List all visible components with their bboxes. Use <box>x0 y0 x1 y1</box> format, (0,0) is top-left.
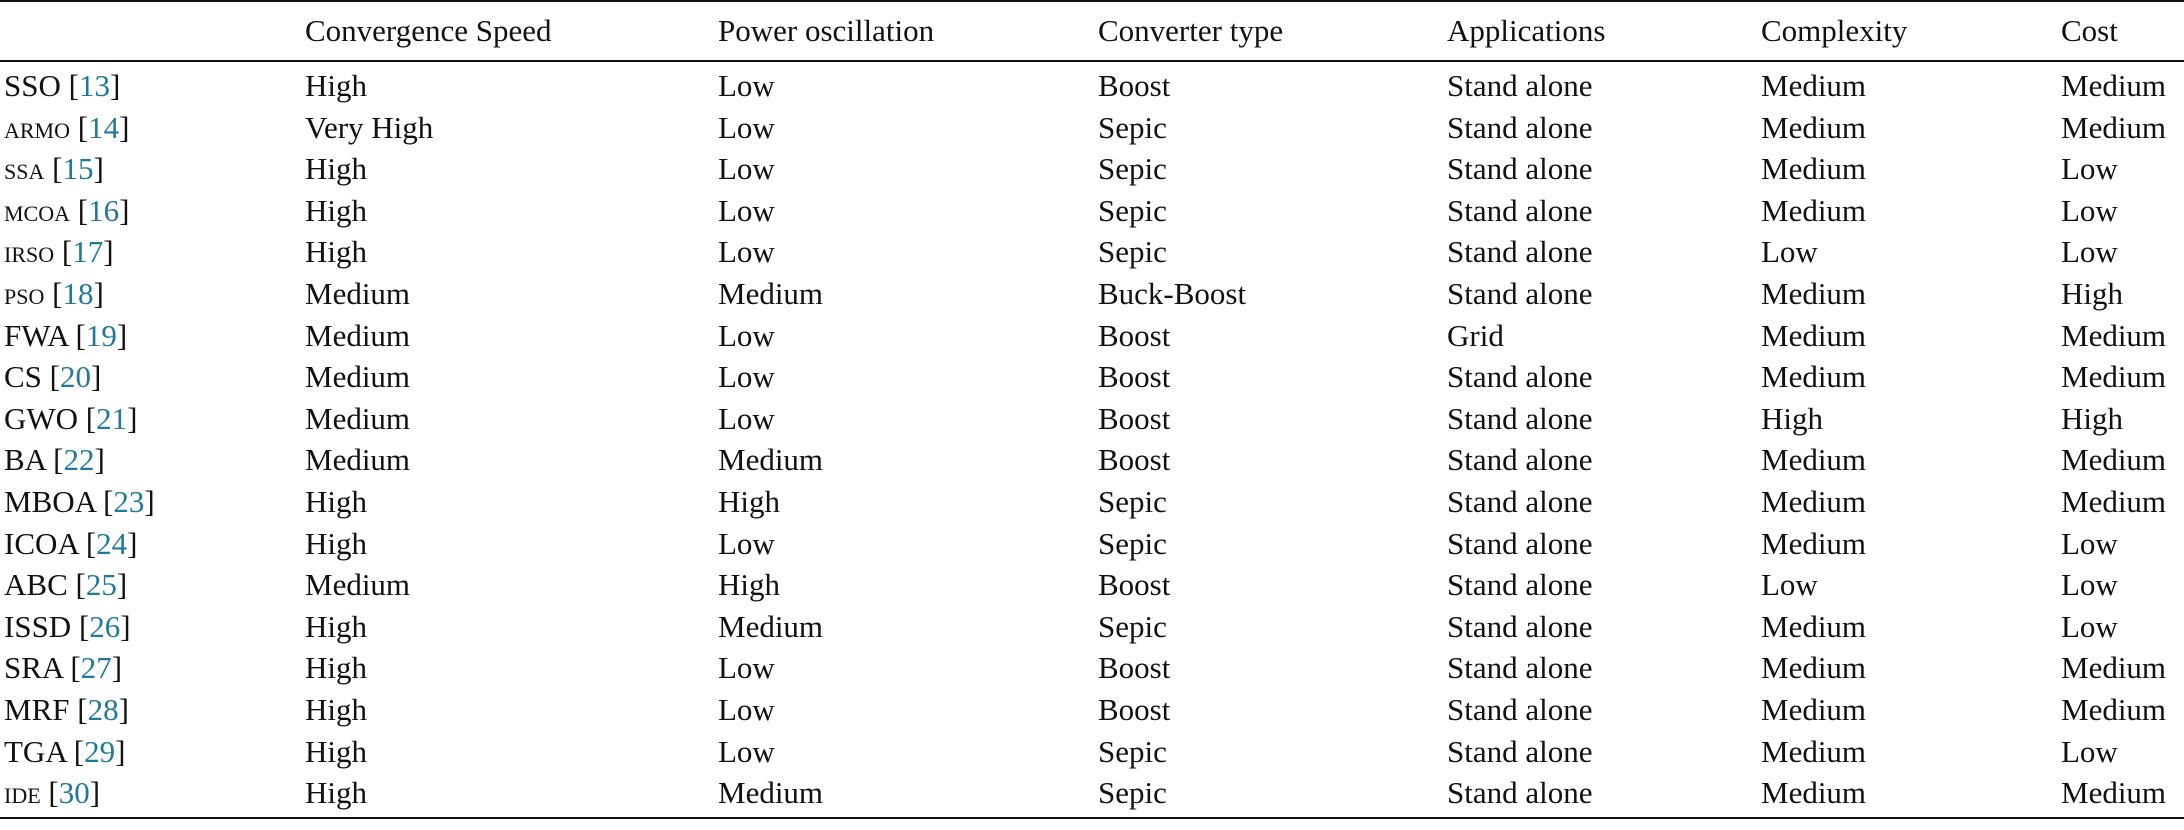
power-oscillation-cell: Low <box>718 650 775 686</box>
reference-link[interactable]: 20 <box>60 359 91 395</box>
convergence-speed-cell: High <box>305 68 367 103</box>
method-cell: pso [18] <box>4 275 104 311</box>
method-cell: CS [20] <box>4 359 102 395</box>
method-cell: ABC [25] <box>4 567 128 603</box>
reference-link[interactable]: 26 <box>89 608 121 644</box>
complexity-cell: Medium <box>1761 442 1867 478</box>
applications-cell: Stand alone <box>1447 275 1593 311</box>
header-cost: Cost <box>2061 1 2184 61</box>
power-oscillation-cell: Low <box>718 234 775 270</box>
converter-type-cell: Sepic <box>1098 192 1167 228</box>
header-converter-type: Converter type <box>1098 1 1447 61</box>
table-row <box>0 107 2184 149</box>
converter-type-cell: Sepic <box>1098 483 1167 519</box>
table-row <box>0 61 2184 107</box>
applications-cell: Stand alone <box>1447 359 1593 395</box>
converter-type-cell: Boost <box>1098 650 1171 686</box>
method-cell: GWO [21] <box>4 400 138 436</box>
reference-link[interactable]: 25 <box>85 567 117 603</box>
method-name: SSO <box>4 68 61 103</box>
method-cell: mcoa [16] <box>4 192 130 228</box>
method-cell: ISSD [26] <box>4 608 131 644</box>
complexity-cell: Low <box>1761 567 1818 603</box>
cost-cell: Medium <box>2061 483 2167 519</box>
applications-cell: Stand alone <box>1447 151 1593 187</box>
cost-cell: Medium <box>2061 691 2167 727</box>
complexity-cell: Medium <box>1761 192 1867 228</box>
method-cell: MBOA [23] <box>4 483 155 519</box>
complexity-cell: Medium <box>1761 772 2061 818</box>
method-cell: MRF [28] <box>4 691 129 727</box>
table-row <box>0 439 2184 481</box>
method-name: MBOA <box>4 483 96 519</box>
reference-link[interactable]: 19 <box>85 317 117 353</box>
convergence-speed-cell: Very High <box>305 109 434 145</box>
cost-cell: Low <box>2061 733 2118 769</box>
convergence-speed-cell: Medium <box>305 359 411 395</box>
cost-cell: Low <box>2061 151 2118 187</box>
method-cell: SSO [13] <box>4 68 121 103</box>
converter-type-cell: Sepic <box>1098 109 1167 145</box>
table-row <box>0 772 2184 818</box>
complexity-cell: Medium <box>1761 317 1867 353</box>
applications-cell: Stand alone <box>1447 68 1593 103</box>
converter-type-cell: Sepic <box>1098 151 1167 187</box>
power-oscillation-cell: High <box>718 567 780 603</box>
table-row <box>0 689 2184 731</box>
cost-cell: Medium <box>2061 68 2167 103</box>
table-row <box>0 315 2184 357</box>
convergence-speed-cell: High <box>305 151 367 187</box>
reference-link[interactable]: 27 <box>80 650 112 686</box>
applications-cell: Grid <box>1447 317 1504 353</box>
applications-cell: Stand alone <box>1447 691 1593 727</box>
table-row <box>0 606 2184 648</box>
table-row <box>0 190 2184 232</box>
complexity-cell: Medium <box>1761 68 1867 103</box>
convergence-speed-cell: Medium <box>305 442 411 478</box>
power-oscillation-cell: Medium <box>718 772 1098 818</box>
method-name: TGA <box>4 733 66 769</box>
table-row <box>0 647 2184 689</box>
table-row <box>0 273 2184 315</box>
cost-cell: Medium <box>2061 442 2167 478</box>
converter-type-cell: Boost <box>1098 691 1171 727</box>
method-name: GWO <box>4 400 79 436</box>
applications-cell: Stand alone <box>1447 608 1593 644</box>
convergence-speed-cell: High <box>305 733 367 769</box>
convergence-speed-cell: High <box>305 691 367 727</box>
complexity-cell: High <box>1761 400 1823 436</box>
table-row <box>0 356 2184 398</box>
power-oscillation-cell: Low <box>718 691 775 727</box>
cost-cell: High <box>2061 275 2123 311</box>
converter-type-cell: Sepic <box>1098 733 1167 769</box>
applications-cell: Stand alone <box>1447 442 1593 478</box>
applications-cell: Stand alone <box>1447 650 1593 686</box>
reference-link[interactable]: 21 <box>96 400 128 436</box>
cost-cell: Medium <box>2061 772 2184 818</box>
header-method <box>0 1 305 61</box>
method-name: BA <box>4 442 46 478</box>
method-name: pso <box>4 275 45 311</box>
reference-link[interactable]: 16 <box>88 192 120 228</box>
complexity-cell: Medium <box>1761 525 1867 561</box>
power-oscillation-cell: Medium <box>718 608 824 644</box>
cost-cell: Medium <box>2061 109 2167 145</box>
header-power-oscillation: Power oscillation <box>718 1 1098 61</box>
reference-link[interactable]: 18 <box>62 275 94 311</box>
applications-cell: Stand alone <box>1447 192 1593 228</box>
cost-cell: Low <box>2061 567 2118 603</box>
table-row <box>0 731 2184 773</box>
applications-cell: Stand alone <box>1447 400 1593 436</box>
power-oscillation-cell: Medium <box>718 275 824 311</box>
method-cell: TGA [29] <box>4 733 126 769</box>
reference-link[interactable]: 30 <box>58 775 90 811</box>
complexity-cell: Medium <box>1761 151 1867 187</box>
method-name: MRF <box>4 691 70 727</box>
method-name: mcoa <box>4 192 71 228</box>
header-applications: Applications <box>1447 1 1761 61</box>
power-oscillation-cell: Low <box>718 109 775 145</box>
converter-type-cell: Boost <box>1098 359 1171 395</box>
method-cell: irso [17] <box>4 234 114 270</box>
complexity-cell: Medium <box>1761 483 1867 519</box>
method-name: irso <box>4 234 55 270</box>
converter-type-cell: Sepic <box>1098 608 1167 644</box>
reference-link[interactable]: 15 <box>62 151 94 187</box>
complexity-cell: Medium <box>1761 691 1867 727</box>
cost-cell: Medium <box>2061 317 2167 353</box>
converter-type-cell: Sepic <box>1098 772 1447 818</box>
reference-link[interactable]: 22 <box>63 442 95 478</box>
power-oscillation-cell: Low <box>718 525 775 561</box>
cost-cell: Low <box>2061 608 2118 644</box>
complexity-cell: Medium <box>1761 359 1867 395</box>
method-name: armo <box>4 109 71 145</box>
power-oscillation-cell: Low <box>718 192 775 228</box>
reference-link[interactable]: 23 <box>113 483 145 519</box>
table-row <box>0 231 2184 273</box>
power-oscillation-cell: Low <box>718 151 775 187</box>
power-oscillation-cell: Low <box>718 317 775 353</box>
cost-cell: High <box>2061 400 2123 436</box>
convergence-speed-cell: Medium <box>305 567 411 603</box>
method-name: ICOA <box>4 525 79 561</box>
applications-cell: Stand alone <box>1447 567 1593 603</box>
method-name: ABC <box>4 567 68 603</box>
cost-cell: Low <box>2061 525 2118 561</box>
cost-cell: Medium <box>2061 359 2167 395</box>
method-cell: ide [30] <box>0 772 305 818</box>
applications-cell: Stand alone <box>1447 234 1593 270</box>
header-convergence-speed: Convergence Speed <box>305 1 718 61</box>
converter-type-cell: Buck-Boost <box>1098 275 1247 311</box>
applications-cell: Stand alone <box>1447 733 1593 769</box>
method-name: ide <box>4 775 41 811</box>
convergence-speed-cell: High <box>305 650 367 686</box>
convergence-speed-cell: Medium <box>305 275 411 311</box>
convergence-speed-cell: High <box>305 192 367 228</box>
power-oscillation-cell: Low <box>718 400 775 436</box>
complexity-cell: Medium <box>1761 109 1867 145</box>
converter-type-cell: Boost <box>1098 400 1171 436</box>
applications-cell: Stand alone <box>1447 772 1761 818</box>
table-row <box>0 564 2184 606</box>
convergence-speed-cell: Medium <box>305 400 411 436</box>
method-cell: BA [22] <box>4 442 105 478</box>
table-row <box>0 148 2184 190</box>
convergence-speed-cell: High <box>305 483 367 519</box>
convergence-speed-cell: Medium <box>305 317 411 353</box>
complexity-cell: Medium <box>1761 275 1867 311</box>
header-complexity: Complexity <box>1761 1 2061 61</box>
power-oscillation-cell: High <box>718 483 780 519</box>
method-cell: SRA [27] <box>4 650 123 686</box>
table-row <box>0 481 2184 523</box>
power-oscillation-cell: Low <box>718 68 775 103</box>
table-header <box>0 1 2184 61</box>
power-oscillation-cell: Low <box>718 359 775 395</box>
converter-type-cell: Sepic <box>1098 525 1167 561</box>
converter-type-cell: Boost <box>1098 68 1171 103</box>
converter-type-cell: Boost <box>1098 442 1171 478</box>
reference-link[interactable]: 17 <box>72 234 104 270</box>
method-name: FWA <box>4 317 68 353</box>
convergence-speed-cell: High <box>305 772 718 818</box>
method-cell: FWA [19] <box>4 317 128 353</box>
applications-cell: Stand alone <box>1447 525 1593 561</box>
table-row <box>0 398 2184 440</box>
converter-type-cell: Sepic <box>1098 234 1167 270</box>
power-oscillation-cell: Low <box>718 733 775 769</box>
header-row <box>0 1 2184 61</box>
converter-type-cell: Boost <box>1098 317 1171 353</box>
method-cell: ssa [15] <box>4 151 104 187</box>
reference-link[interactable]: 24 <box>96 525 128 561</box>
reference-link[interactable]: 29 <box>84 733 116 769</box>
power-oscillation-cell: Medium <box>718 442 824 478</box>
convergence-speed-cell: High <box>305 608 367 644</box>
cost-cell: Low <box>2061 192 2118 228</box>
complexity-cell: Medium <box>1761 733 1867 769</box>
method-name: ssa <box>4 151 45 187</box>
table-body <box>0 61 2184 818</box>
complexity-cell: Low <box>1761 234 1818 270</box>
method-name: ISSD <box>4 608 72 644</box>
cost-cell: Low <box>2061 234 2118 270</box>
method-cell: armo [14] <box>4 109 130 145</box>
convergence-speed-cell: High <box>305 525 367 561</box>
method-name: SRA <box>4 650 63 686</box>
method-name: CS <box>4 359 42 395</box>
method-cell: ICOA [24] <box>4 525 138 561</box>
reference-link[interactable]: 13 <box>78 68 110 103</box>
table-row <box>0 523 2184 565</box>
cost-cell: Medium <box>2061 650 2167 686</box>
convergence-speed-cell: High <box>305 234 367 270</box>
reference-link[interactable]: 28 <box>87 691 119 727</box>
applications-cell: Stand alone <box>1447 109 1593 145</box>
complexity-cell: Medium <box>1761 650 1867 686</box>
complexity-cell: Medium <box>1761 608 1867 644</box>
applications-cell: Stand alone <box>1447 483 1593 519</box>
reference-link[interactable]: 14 <box>88 109 120 145</box>
converter-type-cell: Boost <box>1098 567 1171 603</box>
